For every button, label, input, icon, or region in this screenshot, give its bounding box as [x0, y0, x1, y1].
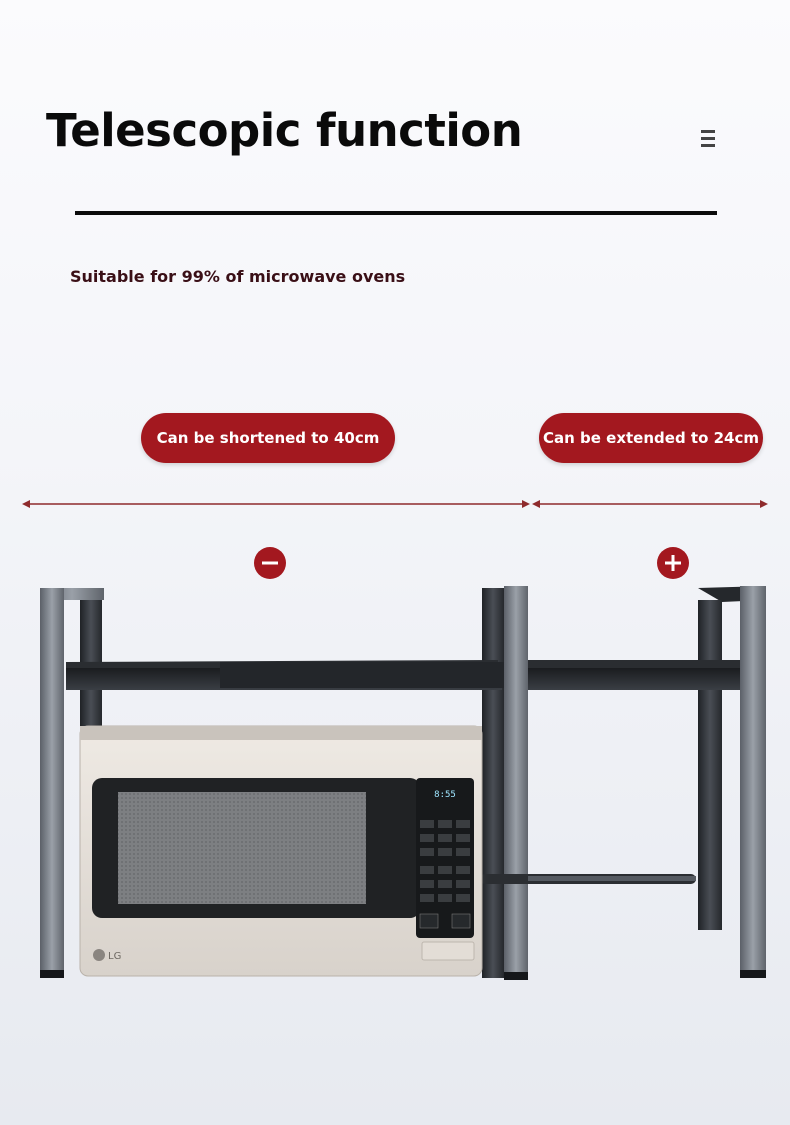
microwave-oven	[80, 726, 482, 976]
shorten-label-text: Can be shortened to 40cm	[156, 429, 380, 447]
right-frame	[698, 586, 766, 978]
middle-frame	[482, 586, 528, 980]
telescopic-rack-illustration	[0, 580, 790, 980]
plus-circle-icon	[657, 547, 689, 579]
minus-circle-icon	[254, 547, 286, 579]
microwave-clock-display: 8:55	[434, 790, 456, 800]
extend-dimension-arrow	[532, 495, 768, 513]
extend-label-text: Can be extended to 24cm	[543, 429, 759, 447]
shorten-label-badge	[141, 413, 395, 463]
subtitle: Suitable for 99% of microwave ovens	[70, 267, 406, 286]
title-divider	[75, 211, 717, 215]
upper-shelf	[66, 660, 740, 690]
lower-bar	[480, 874, 696, 884]
shorten-dimension-arrow	[22, 495, 530, 513]
extend-label-badge	[539, 413, 763, 463]
page-title: Telescopic function	[46, 104, 523, 157]
microwave-brand-logo: LG	[108, 951, 122, 962]
menu-icon[interactable]	[700, 130, 718, 152]
